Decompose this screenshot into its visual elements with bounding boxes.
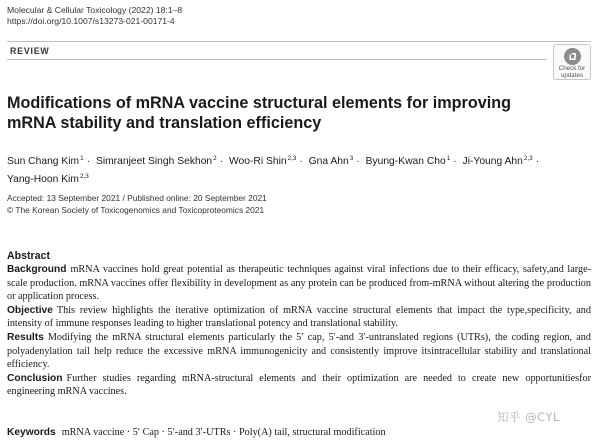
keywords (7, 426, 386, 439)
check-for-updates-line2: updates (560, 71, 584, 79)
journal-header (7, 5, 182, 27)
keywords-label: Keywords (7, 427, 56, 438)
section-divider (7, 59, 547, 60)
watermark: 知乎 @CYL (497, 410, 560, 424)
abstract-conclusion (7, 372, 591, 399)
author-list: Sun Chang Kim$^1$ · Simranjeet Singh Sekhon$^2$ · Woo-Ri Shin$^{2,3}$ · Gna Ahn$^3$ · Byung-Kwan Cho$^1$ · Ji-Young Ahn$^{2,3}$ · Yang-Hoon Kim$^{2,3}$ (7, 155, 540, 185)
check-for-updates-button[interactable] (553, 44, 591, 80)
abstract-heading: Abstract (7, 250, 50, 262)
abstract-text: This review highlights the iterative optimization of mRNA vaccine structural elements that impact the type,specificity, and intensity of immune responses leading to higher translational potency and translational stability. (7, 304, 591, 330)
abstract-text: Modifying the mRNA structural elements particularly the 5′ cap, 5′-and 3′-untranslated regions (UTRs), the coding region, and polyadenylation tail help reduce the excessive mRNA immunogenicity and consistently improve itsintracellular stability and translational efficiency. (7, 331, 591, 371)
copyright-notice: © The Korean Society of Toxicogenomics and Toxicoproteomics 2021 (7, 204, 265, 215)
author[interactable]: Yang-Hoon Kim$^{2,3}$ (7, 172, 89, 185)
abstract-results (7, 331, 591, 372)
author[interactable]: Byung-Kwan Cho$^1$ (365, 155, 451, 167)
abstract-text: Further studies regarding mRNA-structural elements and their optimization are needed to create new opportunitiesfor engineering mRNA vaccines. (7, 372, 591, 398)
article-type-label: REVIEW (10, 46, 50, 56)
title-line-1: Modifications of mRNA vaccine structural elements for improving (7, 94, 512, 112)
journal-citation: Molecular & Cellular Toxicology (2022) 18:1–8 (7, 5, 183, 15)
author[interactable]: Sun Chang Kim$^1$ (7, 155, 84, 167)
abstract-label: Objective (7, 304, 53, 316)
header-divider (7, 41, 591, 42)
author[interactable]: Ji-Young Ahn$^{2,3}$ (462, 155, 533, 167)
article-title (7, 93, 567, 133)
abstract-background (7, 263, 591, 304)
keywords-text: mRNA vaccine · 5′ Cap · 5′-and 3′-UTRs · Poly(A) tail, structural modification (61, 427, 386, 438)
abstract-label: Background (7, 264, 67, 275)
abstract-objective (7, 304, 591, 331)
check-for-updates-line1: Check for (558, 65, 586, 72)
abstract-label: Conclusion (7, 372, 63, 384)
author[interactable]: Simranjeet Singh Sekhon$^2$ (95, 155, 217, 167)
author[interactable]: Woo-Ri Shin$^{2,3}$ (228, 155, 297, 167)
doi-link[interactable]: https://doi.org/10.1007/s13273-021-00171-4 (7, 16, 175, 26)
author[interactable]: Gna Ahn$^3$ (308, 155, 354, 167)
publication-dates (7, 193, 267, 216)
accepted-published-dates: Accepted: 13 September 2021 / Published online: 20 September 2021 (7, 193, 267, 203)
title-line-2: mRNA stability and translation efficiency (7, 114, 322, 132)
abstract-text: mRNA vaccines hold great potential as therapeutic techniques against viral infections due to their efficacy, safety,and large-scale production. mRNA vaccines offer flexibility in development as any protein can be produced from-mRNA without altering the production or application process. (7, 264, 591, 303)
check-for-updates-icon (564, 48, 581, 65)
abstract-label: Results (7, 331, 44, 343)
abstract (7, 249, 591, 399)
